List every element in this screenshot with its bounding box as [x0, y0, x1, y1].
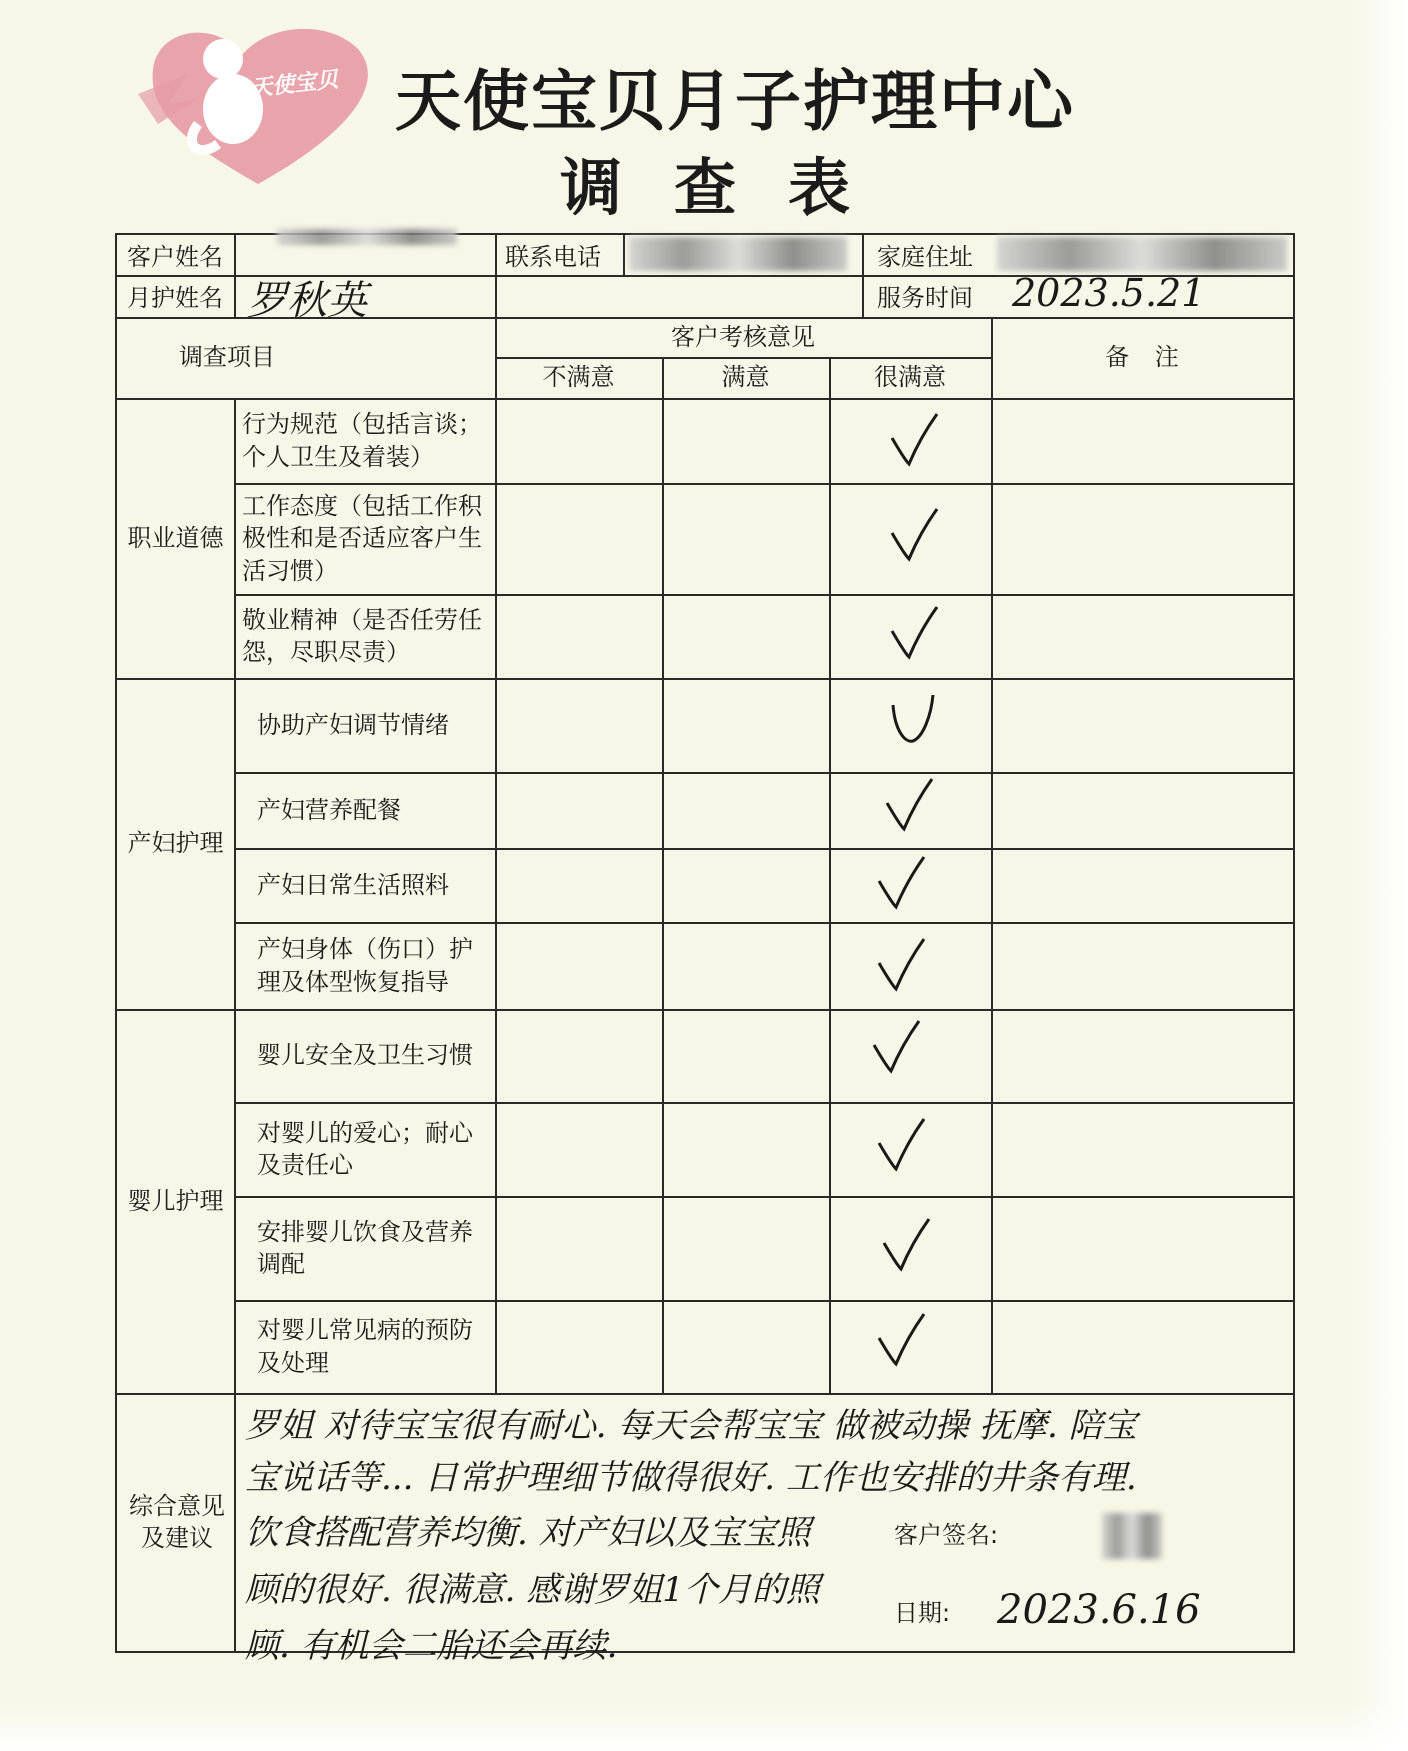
item-baby-diet: 安排婴儿饮食及营养调配 [257, 1217, 473, 1278]
group-professional-ethics: 职业道德 [127, 523, 224, 552]
logo-brand-text: 天使宝贝 [249, 67, 340, 102]
comment-line: 顾. 有机会二胎还会再续. [245, 1626, 618, 1666]
item-nutrition: 产妇营养配餐 [257, 795, 401, 824]
customer-opinion-header: 客户考核意见 [671, 322, 815, 351]
check-icon [887, 410, 941, 470]
summary-label: 综合意见及建议 [129, 1491, 225, 1552]
phone-label: 联系电话 [505, 242, 601, 271]
comment-line: 顾的很好. 很满意. 感谢罗姐1个月的照 [245, 1570, 820, 1610]
customer-name-label: 客户姓名 [127, 242, 223, 271]
group-mother-care: 产妇护理 [127, 829, 224, 858]
angel-heart-icon [128, 14, 388, 199]
item-mood-support: 协助产妇调节情绪 [257, 710, 449, 739]
group-baby-care: 婴儿护理 [127, 1186, 224, 1215]
redacted-signature [1102, 1513, 1162, 1559]
remark-header: 备 注 [1105, 343, 1179, 372]
column-very-satisfied: 很满意 [874, 363, 946, 392]
check-icon [887, 505, 941, 565]
item-baby-safety: 婴儿安全及卫生习惯 [257, 1041, 473, 1070]
page-edge-highlight [1348, 0, 1408, 1751]
survey-item-header: 调查项目 [179, 343, 275, 372]
item-dedication: 敬业精神（是否任劳任怨，尽职尽责） [242, 605, 482, 666]
check-icon [869, 1017, 923, 1077]
check-icon [874, 853, 928, 913]
comment-line: 宝说话等... 日常护理细节做得很好. 工作也安排的井条有理. [245, 1458, 1137, 1498]
nurse-name-value: 罗秋英 [247, 278, 367, 324]
item-behavior: 行为规范（包括言谈；个人卫生及着装） [242, 410, 482, 471]
check-icon [874, 935, 928, 995]
item-daily-care: 产妇日常生活照料 [257, 870, 449, 899]
check-icon [887, 691, 941, 751]
nurse-name-label: 月护姓名 [127, 283, 223, 312]
item-recovery: 产妇身体（伤口）护理及体型恢复指导 [257, 935, 473, 996]
service-time-label: 服务时间 [877, 283, 973, 312]
page-bottom-highlight [0, 1701, 1408, 1751]
check-icon [887, 603, 941, 663]
item-work-attitude: 工作态度（包括工作积极性和是否适应客户生活习惯） [242, 491, 482, 585]
document-title: 天使宝贝月子护理中心 [395, 63, 1075, 140]
angel-heart-logo [128, 14, 388, 199]
check-icon [882, 775, 936, 835]
date-label: 日期: [894, 1598, 951, 1627]
document-subtitle: 调查表 [560, 151, 903, 224]
address-label: 家庭住址 [877, 242, 973, 271]
redacted-address [997, 237, 1287, 271]
column-dissatisfied: 不满意 [542, 363, 615, 392]
redacted-phone [629, 237, 847, 271]
check-icon [879, 1215, 933, 1275]
date-value: 2023.6.16 [997, 1587, 1201, 1633]
item-baby-love: 对婴儿的爱心；耐心及责任心 [257, 1118, 473, 1179]
signature-label: 客户签名: [894, 1520, 999, 1549]
check-icon [874, 1115, 928, 1175]
comment-line: 罗姐 对待宝宝很有耐心. 每天会帮宝宝 做被动操 抚摩. 陪宝 [245, 1406, 1137, 1446]
comment-line: 饮食搭配营养均衡. 对产妇以及宝宝照 [245, 1513, 811, 1553]
item-baby-illness: 对婴儿常见病的预防及处理 [257, 1316, 473, 1377]
check-icon [874, 1310, 928, 1370]
column-satisfied: 满意 [721, 363, 770, 392]
redacted-customer-name [277, 229, 457, 245]
service-time-value: 2023.5.21 [1012, 271, 1206, 315]
